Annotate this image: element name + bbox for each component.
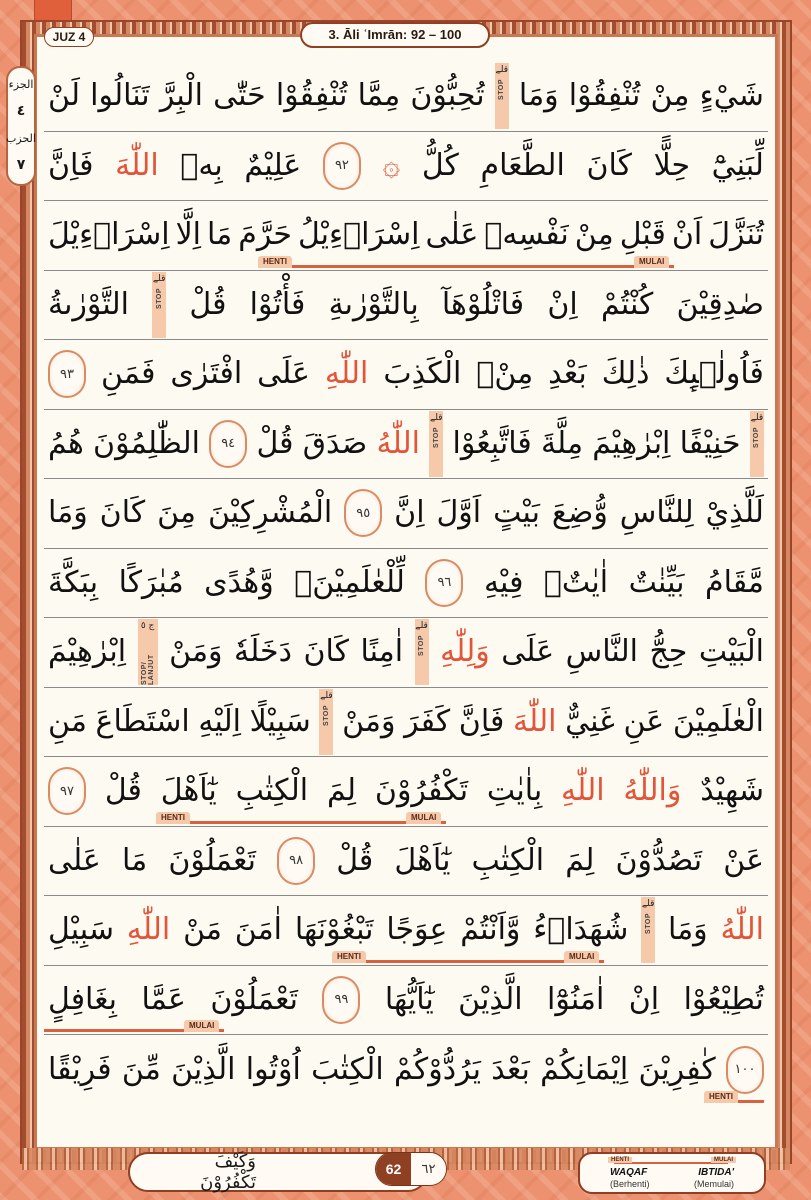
word: عَلِيْمٌ — [244, 147, 302, 183]
word: شُهَدَاۤءُ — [533, 912, 629, 948]
word: اِلَيْهِ — [198, 703, 241, 739]
word: نَفْسِهٖ — [484, 217, 569, 253]
word: عَمَّا — [141, 981, 186, 1017]
word: قُلْ — [336, 842, 374, 878]
text-line — [44, 271, 768, 341]
word: هُمُ — [48, 425, 84, 461]
allah-word: اللّٰهَ — [115, 147, 159, 183]
waqf-symbol: قلے — [641, 899, 655, 910]
word: تَكْفُرُوْنَ — [374, 773, 469, 809]
word: قَبْلِ — [619, 217, 666, 253]
word: لَلَّذِيْ — [705, 495, 764, 531]
allah-word: اللّٰهِ — [561, 773, 605, 809]
text-line — [44, 549, 768, 619]
text-line — [44, 479, 768, 549]
juz-hizb-side-marker — [6, 66, 36, 186]
mulai-label: MULAI — [184, 1020, 219, 1032]
stop-sign-marker — [138, 619, 158, 685]
waqf-symbol: قلے — [495, 65, 509, 76]
word: بِبَكَّةَ — [48, 564, 99, 600]
word: سَبِيْلًا — [249, 703, 311, 739]
word: وَمَنْ — [169, 634, 223, 670]
word: مِنَ — [157, 495, 196, 531]
text-line — [44, 62, 768, 132]
word: كَانَ — [99, 495, 146, 531]
word: تُحِبُّوْنَ — [410, 78, 485, 114]
allah-word: اللّٰهِ — [324, 356, 369, 392]
word: لِمَ — [326, 773, 357, 809]
word: فَاُولٰۤىِٕكَ — [664, 356, 764, 392]
word: لِّلْعٰلَمِيْنَۚ — [294, 564, 405, 600]
word: اُوْتُوا — [245, 1051, 301, 1087]
word: الْمُشْرِكِيْنَ — [207, 495, 333, 531]
word: اسْتَطَاعَ — [95, 703, 190, 739]
word: الظّٰلِمُوْنَ — [93, 425, 200, 461]
word: تُنَزَّلَ — [708, 217, 764, 253]
word: صَدَقَ — [302, 425, 368, 461]
word: قُلْ — [256, 425, 294, 461]
word: فَاتَّبِعُوْا — [452, 425, 532, 461]
word: حَنِيْفًا — [679, 425, 741, 461]
allah-word: اللّٰهُ — [376, 425, 420, 461]
catchword: وَكَيْفَ تَكْفُرُوْنَ — [200, 1151, 256, 1193]
word: بِغَافِلٍ — [48, 981, 118, 1017]
word: اِلَّا — [175, 217, 202, 253]
word: عَنْ — [723, 842, 764, 878]
stop-sign-marker — [429, 411, 443, 477]
henti-label: HENTI — [704, 1091, 738, 1103]
word: اَنْ — [671, 217, 703, 253]
word: النَّاسِ — [565, 634, 638, 670]
word: اٰمَنَ — [234, 912, 283, 948]
stop-label: STOP — [753, 426, 761, 448]
word: مِنْۢ — [476, 356, 534, 392]
text-line — [44, 132, 768, 202]
word: الْعٰلَمِيْنَ — [672, 703, 764, 739]
ayah-number-marker: ٩٥ — [344, 489, 382, 537]
word: مَا — [121, 842, 148, 878]
waqf-symbol: قلے — [320, 690, 333, 701]
word: يَرُدُّوْكُمْ — [393, 1051, 481, 1087]
text-line — [44, 896, 768, 966]
waqaf-ibtida-legend — [578, 1152, 766, 1194]
page-number — [375, 1152, 447, 1186]
word: لَنْ — [48, 78, 80, 114]
word: مَا — [207, 217, 233, 253]
word: قُلْ — [104, 773, 142, 809]
word: يٰٓاَهْلَ — [160, 773, 217, 809]
word: وَمَا — [518, 78, 559, 114]
word: فَاِنَّ — [48, 147, 94, 183]
stop-sign-marker — [319, 689, 333, 755]
word: تَبْغُوْنَهَا — [294, 912, 374, 948]
word: مَنْ — [183, 912, 222, 948]
waqf-symbol: قلے — [429, 412, 443, 423]
stop-label: STOP — [644, 913, 652, 935]
word: فِيْهِ — [483, 564, 524, 600]
word: سَبِيْلِ — [48, 912, 114, 948]
word: تَصُدُّوْنَ — [615, 842, 703, 878]
word: بَعْدِ — [548, 356, 587, 392]
word: عِوَجًا — [386, 912, 448, 948]
word: عَلٰى — [48, 842, 101, 878]
word: حِجُّ — [649, 634, 688, 670]
hizb-number: ٧ — [16, 156, 26, 173]
word: بَيِّنٰتٌ — [628, 564, 685, 600]
word: تُطِيْعُوْا — [683, 981, 764, 1017]
ayah-number-marker: ٩٤ — [209, 420, 247, 468]
word: تُنْفِقُوْا — [275, 78, 348, 114]
text-line — [44, 201, 768, 271]
text-line — [44, 1035, 768, 1105]
hizb-word: الحزب — [6, 131, 36, 145]
waqf-symbol: قلے — [750, 412, 764, 423]
ayah-number-marker: ٩٧ — [48, 767, 86, 815]
word: فَاتْلُوْهَآ — [441, 286, 525, 322]
word: فَرِيْقًا — [48, 1051, 112, 1087]
word: عَلٰى — [425, 217, 479, 253]
stop-label: STOP/ LANJUT — [140, 654, 155, 686]
word: بِاٰيٰتِ — [486, 773, 543, 809]
word: بَيْتٍ — [493, 495, 540, 531]
allah-word: وَلِلّٰهِ — [440, 634, 490, 670]
word: اٰيٰتٌۢ — [543, 564, 609, 600]
ayah-number-marker: ٩٨ — [277, 837, 315, 885]
mulai-label: MULAI — [406, 812, 441, 824]
ayah-number-marker: ١٠٠ — [726, 1046, 764, 1094]
stop-sign-marker — [495, 63, 509, 129]
word: كَفَرَ — [404, 703, 451, 739]
text-line — [44, 618, 768, 688]
word: وَمَا — [48, 495, 88, 531]
word: تُنْفِقُوْا — [568, 78, 641, 114]
stop-sign-marker — [415, 619, 429, 685]
word: تَعْمَلُوْنَ — [210, 981, 298, 1017]
word: الْبَيْتِ — [698, 634, 764, 670]
word: لِّبَنِيْٓ — [711, 147, 764, 183]
word: عَلَى — [257, 356, 310, 392]
text-line — [44, 340, 768, 410]
word: وَّهُدًى — [204, 564, 274, 600]
mulai-label: MULAI — [634, 256, 669, 268]
word: الْبِرَّ — [159, 78, 203, 114]
ibtida-translation: (Memulai) — [693, 1179, 734, 1189]
word: حَتّٰى — [213, 78, 266, 114]
word: غَنِيٌّ — [565, 703, 615, 739]
text-line — [44, 827, 768, 897]
word: اٰمَنُوْٓا — [547, 981, 605, 1017]
word: مَّقَامُ — [705, 564, 764, 600]
word: حَرَّمَ — [238, 217, 292, 253]
word: مِنْ — [650, 78, 690, 114]
word: اَوَّلَ — [436, 495, 482, 531]
text-line — [44, 966, 768, 1036]
word: وُّضِعَ — [551, 495, 608, 531]
waqf-symbol: ج ٥ — [140, 621, 155, 632]
henti-label: HENTI — [332, 951, 366, 963]
word: الَّذِيْنَ — [171, 1051, 236, 1087]
word: مِّنَ — [121, 1051, 161, 1087]
mulai-label: MULAI — [564, 951, 599, 963]
word: وَمَنْ — [342, 703, 396, 739]
word: اِبْرٰهِيْمَ — [592, 425, 671, 461]
word: عَنِ — [623, 703, 665, 739]
word: اِبْرٰهِيْمَ — [48, 634, 127, 670]
waqf-symbol: قلے — [415, 621, 428, 632]
word: فَاِنَّ — [458, 703, 505, 739]
quran-text-area — [44, 62, 768, 1140]
word: عَلَى — [501, 634, 555, 670]
stop-label: STOP — [322, 704, 330, 726]
waqaf-translation: (Berhenti) — [610, 1179, 650, 1189]
juz-number: ٤ — [16, 102, 26, 119]
word: كٰفِرِيْنَ — [638, 1051, 716, 1087]
word: فَمَنِ — [100, 356, 156, 392]
word: كُلُّ — [421, 147, 459, 183]
word: التَّوْرٰىةُ — [48, 286, 129, 322]
word: فَأْتُوْا — [249, 286, 306, 322]
waqf-symbol: قلے — [152, 273, 166, 284]
henti-label: HENTI — [156, 812, 190, 824]
word: الْكِتٰبِ — [471, 842, 545, 878]
ibtida-term: IBTIDA' — [698, 1167, 734, 1178]
allah-word: اللّٰهَ — [512, 703, 557, 739]
word: تَنَالُوا — [90, 78, 150, 114]
juz-badge: JUZ 4 — [44, 27, 94, 47]
word: ذٰلِكَ — [601, 356, 650, 392]
juz-word: الجزء — [8, 77, 34, 91]
word: كَانَ — [586, 147, 632, 183]
word: صٰدِقِيْنَ — [676, 286, 764, 322]
word: اِنْ — [628, 981, 660, 1017]
allah-word: اللّٰهِ — [126, 912, 171, 948]
word: اِسْرَاۤءِيْلَ — [48, 217, 170, 253]
waqaf-term: WAQAF — [610, 1167, 648, 1178]
word: اِنَّ — [394, 495, 425, 531]
word: شَهِيْدٌ — [700, 773, 764, 809]
word: كَانَ — [303, 634, 349, 670]
legend-henti-tag: HENTI — [608, 1157, 632, 1163]
word: افْتَرٰى — [170, 356, 243, 392]
word: اِنْ — [547, 286, 578, 322]
word: دَخَلَهٗ — [234, 634, 292, 670]
word: مِنْ — [574, 217, 614, 253]
word: الَّذِيْنَ — [458, 981, 523, 1017]
word: وَّاَنْتُمْ — [460, 912, 521, 948]
ayah-number-marker: ٩٦ — [425, 559, 463, 607]
legend-mulai-tag: MULAI — [711, 1157, 736, 1163]
word: الْكِتٰبِ — [235, 773, 309, 809]
word: الطَّعَامِ — [480, 147, 565, 183]
word: الْكِتٰبَ — [311, 1051, 384, 1087]
word: اِيْمَانِكُمْ — [540, 1051, 629, 1087]
word: حِلًّا — [653, 147, 691, 183]
allah-word: اللّٰهُ — [720, 912, 764, 948]
text-line — [44, 757, 768, 827]
text-line — [44, 688, 768, 758]
word: كُنْتُمْ — [600, 286, 654, 322]
word: لِلنَّاسِ — [619, 495, 694, 531]
allah-word: وَاللّٰهُ — [623, 773, 682, 809]
word: شَيْءٍ — [699, 78, 764, 114]
word: مَنِ — [48, 703, 87, 739]
word: اٰمِنًا — [360, 634, 404, 670]
rub-el-hizb-icon: ۞ — [382, 148, 401, 184]
ayah-number-marker: ٩٩ — [322, 976, 360, 1024]
word: مِلَّةَ — [540, 425, 584, 461]
stop-label: STOP — [432, 426, 440, 448]
henti-mulai-line — [258, 265, 674, 268]
word: بِالتَّوْرٰىةِ — [328, 286, 419, 322]
henti-label: HENTI — [258, 256, 292, 268]
ayah-number-marker: ٩٣ — [48, 350, 86, 398]
word: يٰٓاَيُّهَا — [384, 981, 434, 1017]
word: مُبٰرَكًا — [118, 564, 184, 600]
stop-label: STOP — [155, 287, 163, 309]
ayah-number-marker: ٩٢ — [323, 142, 361, 190]
word: تَعْمَلُوْنَ — [168, 842, 256, 878]
text-line — [44, 410, 768, 480]
stop-sign-marker — [641, 897, 655, 963]
henti-mulai-line — [156, 821, 446, 824]
word: وَمَا — [667, 912, 708, 948]
word: الْكَذِبَ — [383, 356, 462, 392]
page-number-arabic: ٦٢ — [411, 1153, 446, 1185]
word: لِمَ — [565, 842, 595, 878]
word: اِسْرَاۤءِيْلُ — [297, 217, 420, 253]
word: بَعْدَ — [491, 1051, 530, 1087]
stop-sign-marker — [750, 411, 764, 477]
word: مِمَّا — [357, 78, 401, 114]
stop-label: STOP — [498, 79, 506, 101]
word: بِهٖ — [180, 147, 223, 183]
page-number-latin: 62 — [376, 1153, 411, 1185]
stop-sign-marker — [152, 272, 166, 338]
surah-title: 3. Āli ʿImrān: 92 – 100 — [300, 22, 490, 48]
stop-label: STOP — [418, 635, 426, 657]
word: يٰٓاَهْلَ — [394, 842, 451, 878]
word: قُلْ — [189, 286, 227, 322]
